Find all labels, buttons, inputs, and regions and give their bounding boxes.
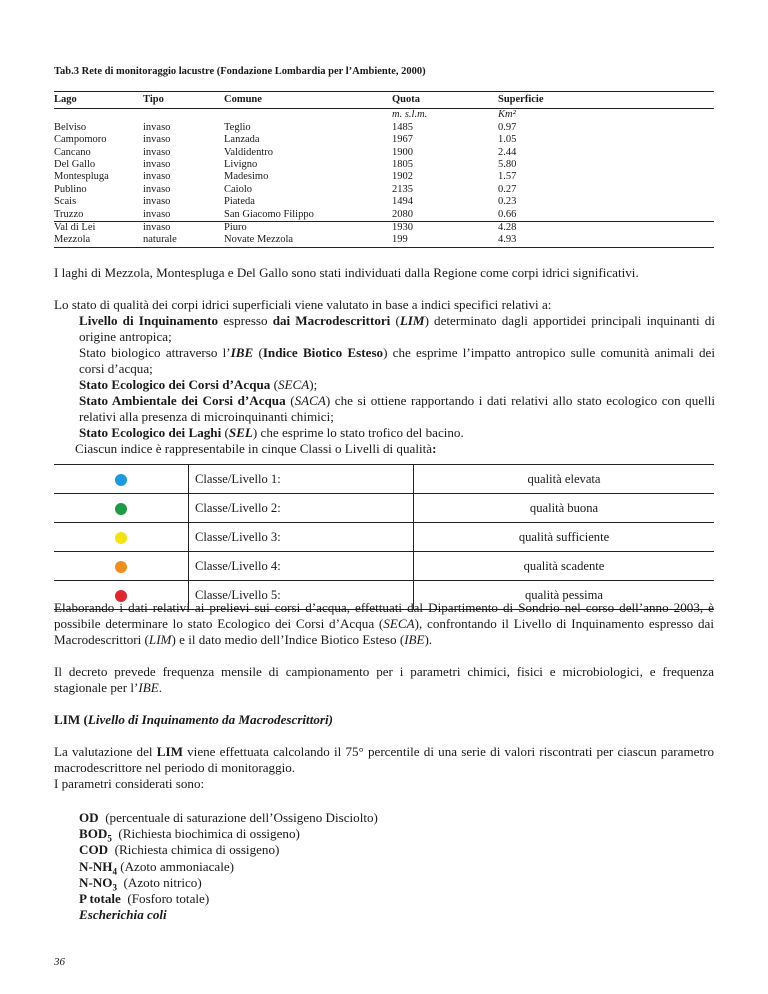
table-cell: 4.28 [498, 222, 714, 235]
table-row [54, 209, 714, 222]
unit-cell [224, 109, 392, 122]
table-row [54, 222, 714, 235]
parameter-item [79, 907, 378, 923]
table-cell: 4.93 [498, 234, 714, 247]
class-label: Classe/Livello 2: [189, 494, 414, 523]
table-cell: 1.05 [498, 134, 517, 146]
parameter-subscript: 3 [112, 882, 117, 893]
table-row [54, 134, 714, 146]
table-cell: Lanzada [224, 134, 260, 146]
quality-class-row [54, 494, 714, 523]
table-cell: 5.80 [498, 159, 517, 171]
parameter-item [79, 842, 378, 858]
classes-intro: Ciascun indice è rappresentabile in cinque Classi o Livelli di qualità: [75, 441, 437, 456]
quality-class-row [54, 523, 714, 552]
table-cell: invaso [143, 222, 224, 235]
table-cell: invaso [143, 121, 171, 133]
parameter-item [79, 891, 378, 907]
table-cell: 2.44 [498, 146, 517, 158]
table-row [54, 159, 714, 171]
class-color-cell [54, 494, 189, 523]
unit-cell: m. s.l.m. [392, 109, 428, 121]
table-cell: Teglio [224, 121, 251, 133]
table-cell: 0.97 [498, 121, 517, 133]
parameter-list [79, 810, 378, 923]
header-comune: Comune [224, 92, 392, 109]
parameter-description: (percentuale di saturazione dell’Ossigeno Disciolto) [98, 810, 378, 825]
lim-abbrev: LIM [399, 313, 425, 328]
index-seca: Stato Ecologico dei Corsi d’Acqua (SECA); [79, 377, 318, 392]
table-row [54, 234, 714, 247]
table-cell: 1930 [392, 222, 498, 235]
class-label: Classe/Livello 5: [189, 581, 414, 610]
table-cell: invaso [143, 146, 171, 158]
table-row [54, 171, 714, 183]
quality-dot-icon [115, 532, 127, 544]
unit-cell [143, 109, 224, 122]
table-cell: invaso [143, 208, 171, 220]
parameter-item [79, 859, 378, 875]
class-quality: qualità scadente [414, 552, 715, 581]
paragraph-significant-lakes: I laghi di Mezzola, Montespluga e Del Gallo sono stati individuati dalla Regione come corpi idrici significativi. [54, 265, 639, 280]
table-cell: 1902 [392, 171, 413, 183]
quality-classes-body [54, 465, 714, 610]
quality-classes-table [54, 464, 714, 610]
table-cell: Madesimo [224, 171, 269, 183]
header-tipo: Tipo [143, 92, 224, 109]
sel-term: Stato Ecologico dei Laghi [79, 425, 222, 440]
table-cell: 0.23 [498, 196, 517, 208]
table-cell: 1900 [392, 146, 413, 158]
parameter-item [79, 826, 378, 842]
table-cell: Belviso [54, 121, 87, 133]
table-cell: 0.27 [498, 183, 517, 195]
table-cell: invaso [143, 183, 171, 195]
table-cell: invaso [143, 171, 171, 183]
class-label: Classe/Livello 3: [189, 523, 414, 552]
table-row [54, 196, 714, 208]
lim-term: Livello di Inquinamento [79, 313, 219, 328]
table-cell: invaso [143, 134, 171, 146]
class-quality: qualità buona [414, 494, 715, 523]
table-cell: 1967 [392, 134, 413, 146]
index-lim: Livello di Inquinamento espresso dai Macrodescrittori (LIM) determinato dagli apportidei principali inquinanti di origine antropica; [79, 313, 715, 345]
paragraph-quality-intro: Lo stato di qualità dei corpi idrici superficiali viene valutato in base a indici specifici relativi a: [54, 297, 552, 312]
table-cell: Caiolo [224, 183, 252, 195]
table-cell: Publino [54, 183, 87, 195]
table-cell: 2135 [392, 183, 413, 195]
parameter-name: N-NO [79, 874, 113, 890]
lake-table-body [54, 109, 714, 247]
quality-class-row [54, 552, 714, 581]
parameter-name: N-NH [79, 858, 113, 874]
parameter-name: P totale [79, 891, 121, 907]
paragraph-sampling-frequency: Il decreto prevede frequenza mensile di campionamento per i parametri chimici, fisici e microbiologici, e frequenza stagionale per l’IBE. [54, 664, 714, 696]
class-quality: qualità pessima [414, 581, 715, 610]
header-quota: Quota [392, 92, 498, 109]
parameter-name: COD [79, 842, 109, 858]
quality-dot-icon [115, 561, 127, 573]
table-row [54, 184, 714, 196]
paragraph-seca-evaluation: Elaborando i dati relativi ai prelievi sui corsi d’acqua, effettuati dal Dipartimento di Sondrio nel corso dell’anno 2003, è possibile determinare lo stato Ecologico dei Corsi d’Acqua (SECA), confrontando il Livello di Inquinamento espresso dai Macrodescrittori (LIM) e il dato medio dell’Indice Biotico Esteso (IBE). [54, 600, 714, 648]
units-row [54, 109, 714, 122]
saca-abbrev: SACA [294, 393, 326, 408]
page-number: 36 [54, 956, 65, 968]
class-color-cell [54, 523, 189, 552]
unit-cell [54, 109, 143, 122]
table-cell: Piuro [224, 222, 392, 235]
index-ibe: Stato biologico attraverso l’IBE (Indice Biotico Esteso) che esprime l’impatto antropico sulle comunità animali dei corsi d’acqua; [79, 345, 715, 377]
table-cell: 199 [392, 234, 498, 247]
parameter-description: (Azoto nitrico) [116, 874, 202, 890]
table-row [54, 122, 714, 134]
parameter-item [79, 875, 378, 891]
index-saca: Stato Ambientale dei Corsi d’Acqua (SACA) che si ottiene rapportando i dati relativi allo stato ecologico con quelli relativi alla presenza di microinquinanti chimici; [79, 393, 715, 425]
seca-abbrev: SECA [277, 377, 310, 392]
table-cell: Cancano [54, 146, 91, 158]
table-cell: invaso [143, 196, 171, 208]
table-cell: Truzzo [54, 208, 84, 220]
parameter-subscript: 5 [107, 833, 112, 844]
parameter-description: (Richiesta chimica di ossigeno) [108, 842, 280, 858]
table-cell: 1805 [392, 159, 413, 171]
parameter-description: (Azoto ammoniacale) [116, 858, 235, 874]
sel-abbrev: SEL [228, 425, 253, 440]
table-caption: Tab.3 Rete di monitoraggio lacustre (Fondazione Lombardia per l’Ambiente, 2000) [54, 66, 426, 77]
table-cell: Piateda [224, 196, 255, 208]
table-cell: Novate Mezzola [224, 234, 392, 247]
table-cell: Valdidentro [224, 146, 273, 158]
table-cell: Mezzola [54, 234, 143, 247]
quality-class-row [54, 465, 714, 494]
parameter-subscript: 4 [112, 866, 117, 877]
ibe-term: Indice Biotico Esteso [262, 345, 384, 360]
paragraph-lim-calculation: La valutazione del LIM viene effettuata calcolando il 75° percentile di una serie di valori riscontrati per ciascun parametro macrodescrittore nel periodo di monitoraggio. [54, 744, 715, 776]
table-cell: Scais [54, 196, 77, 208]
unit-cell: Km² [498, 109, 516, 121]
index-sel: Stato Ecologico dei Laghi (SEL) che esprime lo stato trofico del bacino. [79, 425, 464, 440]
table-cell: Livigno [224, 159, 258, 171]
table-cell: Campomoro [54, 134, 107, 146]
lake-monitoring-table [54, 91, 714, 248]
table-cell: naturale [143, 234, 224, 247]
paragraph-parameters-intro: I parametri considerati sono: [54, 776, 205, 791]
quality-dot-icon [115, 503, 127, 515]
table-header-row [54, 92, 714, 109]
table-cell: 1485 [392, 121, 413, 133]
table-cell: 1494 [392, 196, 413, 208]
saca-term: Stato Ambientale dei Corsi d’Acqua [79, 393, 286, 408]
table-cell: San Giacomo Filippo [224, 208, 314, 220]
parameter-name: BOD [79, 826, 108, 842]
table-cell: Montespluga [54, 171, 109, 183]
class-label: Classe/Livello 4: [189, 552, 414, 581]
parameter-name: OD [79, 810, 99, 825]
class-quality: qualità elevata [414, 465, 715, 494]
lim-section-heading: LIM (Livello di Inquinamento da Macrodescrittori) [54, 712, 333, 727]
table-cell: invaso [143, 159, 171, 171]
ibe-abbrev: IBE [230, 345, 254, 360]
class-color-cell [54, 465, 189, 494]
class-color-cell [54, 552, 189, 581]
parameter-description: (Richiesta biochimica di ossigeno) [111, 826, 300, 842]
header-lago: Lago [54, 92, 143, 109]
table-row [54, 147, 714, 159]
table-cell: 1.57 [498, 171, 517, 183]
parameter-item [79, 810, 378, 826]
seca-term: Stato Ecologico dei Corsi d’Acqua [79, 377, 271, 392]
class-quality: qualità sufficiente [414, 523, 715, 552]
parameter-name: Escherichia coli [79, 907, 167, 923]
parameter-description: (Fosforo totale) [120, 891, 210, 907]
table-cell: 2080 [392, 208, 413, 220]
header-superficie: Superficie [498, 92, 714, 109]
table-cell: Del Gallo [54, 159, 96, 171]
quality-dot-icon [115, 474, 127, 486]
table-cell: 0.66 [498, 208, 517, 220]
class-label: Classe/Livello 1: [189, 465, 414, 494]
table-cell: Val di Lei [54, 222, 143, 235]
